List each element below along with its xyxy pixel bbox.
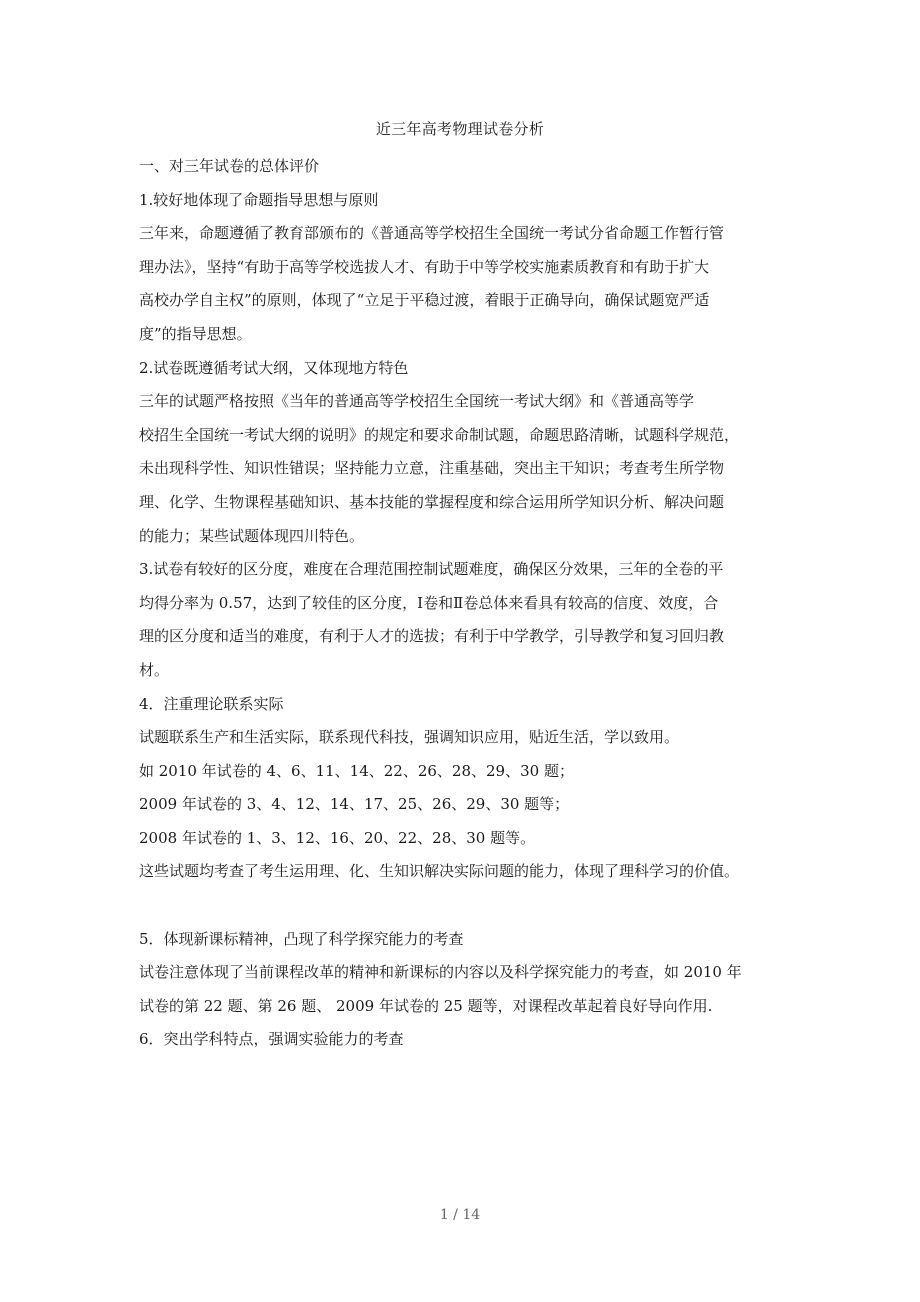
subsection-heading: 5．体现新课标精神，凸现了科学探究能力的考查 xyxy=(139,929,464,948)
subsection-heading: 6．突出学科特点，强调实验能力的考查 xyxy=(139,1030,404,1049)
paragraph-line: 如 2010 年试卷的 4、6、11、14、22、26、28、29、30 题； xyxy=(139,761,574,780)
paragraph-line: 校招生全国统一考试大纲的说明》的规定和要求命制试题，命题思路清晰，试题科学规范， xyxy=(139,425,740,444)
paragraph-line: 理的区分度和适当的难度，有利于人才的选拔；有利于中学教学，引导教学和复习回归教 xyxy=(139,627,725,646)
paragraph-line: 试卷注意体现了当前课程改革的精神和新课标的内容以及科学探究能力的考查，如 2010 年 xyxy=(139,963,742,982)
document-title: 近三年高考物理试卷分析 xyxy=(375,120,545,138)
subsection-heading: 4．注重理论联系实际 xyxy=(139,694,284,713)
subsection-heading: 1.较好地体现了命题指导思想与原则 xyxy=(139,190,379,209)
paragraph-line: 2009 年试卷的 3、4、12、14、17、25、26、29、30 题等； xyxy=(139,795,570,814)
paragraph-line: 未出现科学性、知识性错误；坚持能力立意，注重基础，突出主干知识；考查考生所学物 xyxy=(139,459,725,478)
paragraph-line: 三年来，命题遵循了教育部颁布的《普通高等学校招生全国统一考试分省命题工作暂行管 xyxy=(139,224,725,243)
paragraph-line: 2008 年试卷的 1、3、12、16、20、22、28、30 题等。 xyxy=(139,828,536,847)
paragraph-line: 的能力；某些试题体现四川特色。 xyxy=(139,526,365,545)
paragraph-line: 试卷的第 22 题、第 26 题、 2009 年试卷的 25 题等，对课程改革起着良好导向作用. xyxy=(139,996,713,1015)
paragraph-line: 材。 xyxy=(139,660,170,679)
paragraph-line: 三年的试题严格按照《当年的普通高等学校招生全国统一考试大纲》和《普通高等学 xyxy=(139,392,695,411)
paragraph-line: 均得分率为 0.57，达到了较佳的区分度，Ⅰ卷和Ⅱ卷总体来看具有较高的信度、效度，合 xyxy=(139,593,719,612)
paragraph-line: 试题联系生产和生活实际，联系现代科技，强调知识应用，贴近生活，学以致用。 xyxy=(139,728,680,747)
paragraph-line: 高校办学自主权”的原则，体现了“立足于平稳过渡，着眼于正确导向，确保试题宽严适 xyxy=(139,291,710,310)
paragraph-line: 度”的指导思想。 xyxy=(139,324,252,343)
blank-line xyxy=(139,889,787,923)
document-body xyxy=(139,150,787,1057)
page-indicator: 1 / 14 xyxy=(439,1207,481,1223)
subsection-heading: 2.试卷既遵循考试大纲，又体现地方特色 xyxy=(139,358,409,377)
paragraph-line: 理办法》，坚持“有助于高等学校选拔人才、有助于中等学校实施素质教育和有助于扩大 xyxy=(139,257,710,276)
subsection-heading: 3.试卷有较好的区分度，难度在合理范围控制试题难度，确保区分效果，三年的全卷的平 xyxy=(139,560,724,579)
paragraph-line: 这些试题均考查了考生运用理、化、生知识解决实际问题的能力，体现了理科学习的价值。 xyxy=(139,862,740,881)
section-heading: 一、对三年试卷的总体评价 xyxy=(139,157,320,175)
paragraph-line: 理、化学、生物课程基础知识、基本技能的掌握程度和综合运用所学知识分析、解决问题 xyxy=(139,492,725,511)
